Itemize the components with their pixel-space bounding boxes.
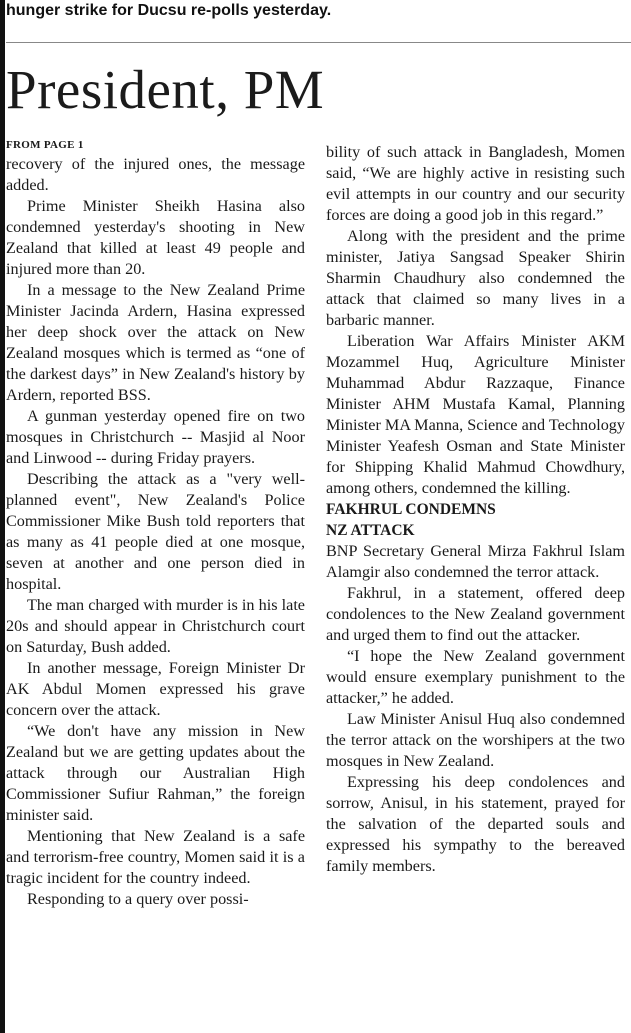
left-margin-rule — [0, 0, 5, 1033]
top-divider — [6, 42, 631, 43]
top-caption: hunger strike for Ducsu re-polls yesterday. — [6, 2, 332, 19]
paragraph: In a message to the New Zealand Prime Minister Jacinda Ardern, Hasina expressed her deep shock over the attack on New Zealand mosques which is termed as “one of the darkest days” in New Zealand's history by Ardern, reported BSS. — [6, 281, 305, 404]
paragraph: The man charged with murder is in his late 20s and should appear in Christchurch court on Saturday, Bush added. — [6, 596, 305, 656]
paragraph: “I hope the New Zealand government would ensure exemplary punishment to the attacker,” he added. — [326, 647, 625, 707]
left-column — [6, 139, 305, 910]
paragraph: “We don't have any mission in New Zealand but we are getting updates about the attack through our Australian High Commissioner Sufiur Rahman,” the foreign minister said. — [6, 722, 305, 824]
subhead-line-1: FAKHRUL CONDEMNS — [326, 501, 496, 518]
headline: President, PM — [6, 59, 325, 120]
paragraph: BNP Secretary General Mirza Fakhrul Islam Alamgir also condemned the terror attack. — [326, 542, 625, 581]
paragraph: Liberation War Affairs Minister AKM Mozammel Huq, Agriculture Minister Muhammad Abdur Razzaque, Finance Minister AHM Mustafa Kamal, Planning Minister MA Manna, Science and Technology Minister Yeafesh Osman and State Minister for Shipping Khalid Mahmud Chowdhury, among others, condemned the killing. — [326, 332, 625, 497]
paragraph: recovery of the injured ones, the message added. — [6, 155, 305, 194]
paragraph: Expressing his deep condolences and sorrow, Anisul, in his statement, prayed for the salvation of the departed souls and expressed his sympathy to the bereaved family members. — [326, 773, 625, 875]
paragraph: In another message, Foreign Minister Dr AK Abdul Momen expressed his grave concern over the attack. — [6, 659, 305, 719]
paragraph: Along with the president and the prime minister, Jatiya Sangsad Speaker Shirin Sharmin Chaudhury also condemned the attack that claimed so many lives in a barbaric manner. — [326, 227, 625, 329]
right-column — [326, 142, 625, 877]
paragraph: Mentioning that New Zealand is a safe and terrorism-free country, Momen said it is a tragic incident for the country indeed. — [6, 827, 305, 887]
paragraph: Law Minister Anisul Huq also condemned the terror attack on the worshipers at the two mosques in New Zealand. — [326, 710, 625, 770]
from-page-label: FROM PAGE 1 — [6, 139, 84, 151]
paragraph: Describing the attack as a "very well-planned event", New Zealand's Police Commissioner Mike Bush told reporters that as many as 41 people died at one mosque, seven at another and one person died in hospital. — [6, 470, 305, 593]
paragraph: bility of such attack in Bangladesh, Momen said, “We are highly active in resisting such evil attempts in our country and our security forces are doing a good job in this regard.” — [326, 143, 625, 224]
paragraph: Fakhrul, in a statement, offered deep condolences to the New Zealand government and urged them to find out the attacker. — [326, 584, 625, 644]
paragraph: A gunman yesterday opened fire on two mosques in Christchurch -- Masjid al Noor and Linwood -- during Friday prayers. — [6, 407, 305, 467]
paragraph: Prime Minister Sheikh Hasina also condemned yesterday's shooting in New Zealand that killed at least 49 people and injured more than 20. — [6, 197, 305, 278]
paragraph: Responding to a query over possi- — [27, 890, 249, 908]
subhead-line-2: NZ ATTACK — [326, 522, 415, 539]
